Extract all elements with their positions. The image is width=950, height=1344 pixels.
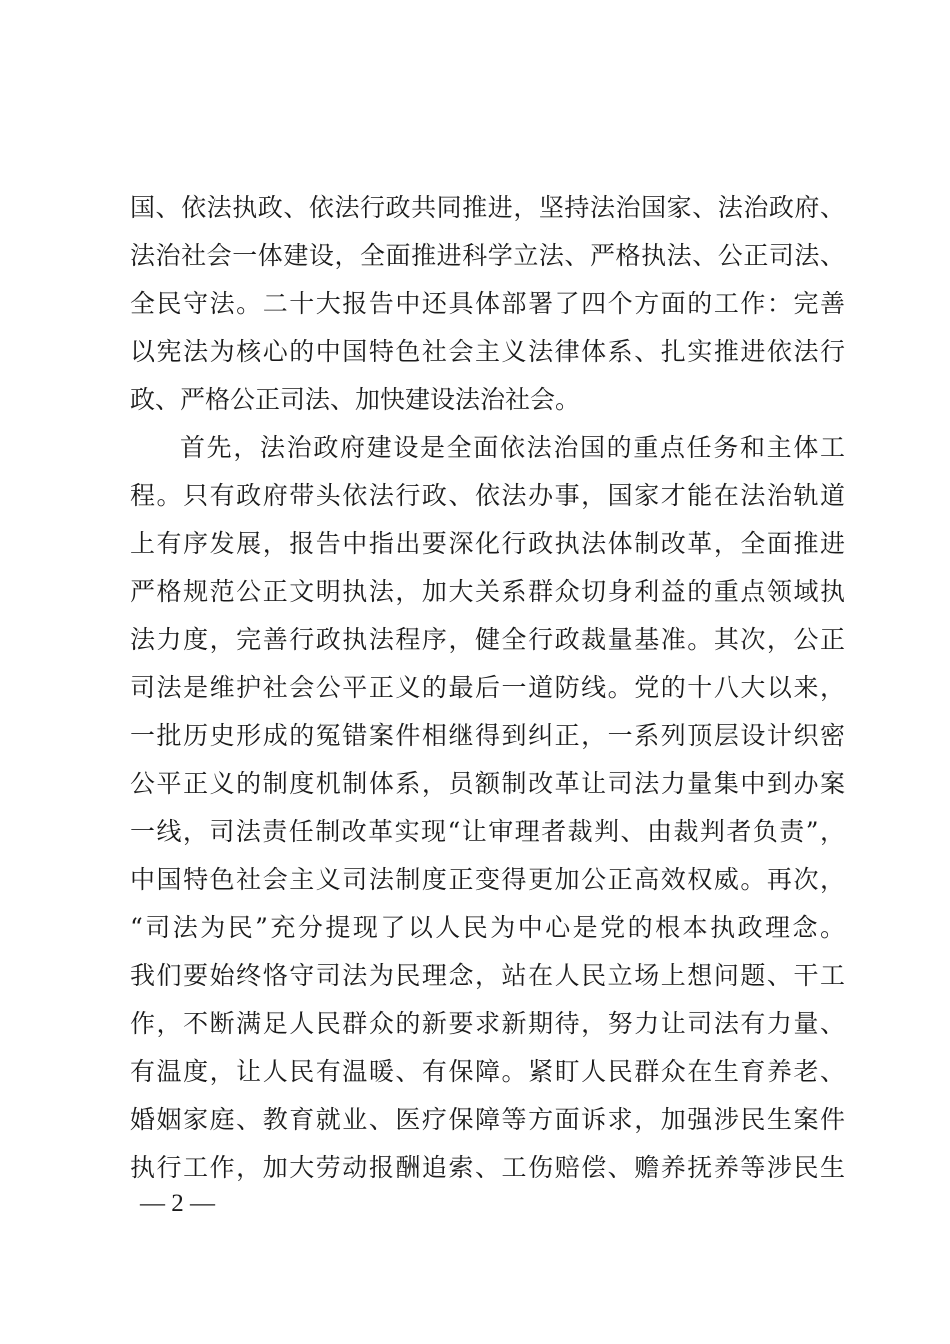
text-line: 一线，司法责任制改革实现“让审理者裁判、由裁判者负责”，: [130, 817, 845, 846]
text-line: 执行工作，加大劳动报酬追索、工伤赔偿、赡养抚养等涉民生: [130, 1153, 845, 1182]
text-line: 程。只有政府带头依法行政、依法办事，国家才能在法治轨道: [130, 481, 845, 510]
text-line: 中国特色社会主义司法制度正变得更加公正高效权威。再次，: [130, 865, 845, 894]
text-line: 以宪法为核心的中国特色社会主义法律体系、扎实推进依法行: [130, 337, 845, 366]
body-text: [130, 184, 845, 1192]
text-line: 我们要始终恪守司法为民理念，站在人民立场上想问题、干工: [130, 961, 845, 990]
text-line: 有温度，让人民有温暖、有保障。紧盯人民群众在生育养老、: [130, 1057, 845, 1086]
text-line: 国、依法执政、依法行政共同推进，坚持法治国家、法治政府、: [130, 193, 845, 222]
text-line: 婚姻家庭、教育就业、医疗保障等方面诉求，加强涉民生案件: [130, 1105, 845, 1134]
page-number: — 2 —: [140, 1190, 215, 1217]
text-line: 首先，法治政府建设是全面依法治国的重点任务和主体工: [180, 433, 845, 462]
text-line: 法力度，完善行政执法程序，健全行政裁量基准。其次，公正: [130, 625, 845, 654]
text-line: 严格规范公正文明执法，加大关系群众切身利益的重点领域执: [130, 577, 845, 606]
text-line: “司法为民”充分提现了以人民为中心是党的根本执政理念。: [130, 913, 845, 942]
text-line: 作，不断满足人民群众的新要求新期待，努力让司法有力量、: [130, 1009, 845, 1038]
text-line: 法治社会一体建设，全面推进科学立法、严格执法、公正司法、: [130, 241, 845, 270]
text-line: 全民守法。二十大报告中还具体部署了四个方面的工作：完善: [130, 289, 845, 318]
text-line: 上有序发展，报告中指出要深化行政执法体制改革，全面推进: [130, 529, 845, 558]
text-line: 公平正义的制度机制体系，员额制改革让司法力量集中到办案: [130, 769, 845, 798]
text-line: 一批历史形成的冤错案件相继得到纠正，一系列顶层设计织密: [130, 721, 845, 750]
text-line: 政、严格公正司法、加快建设法治社会。: [130, 385, 581, 414]
text-line: 司法是维护社会公平正义的最后一道防线。党的十八大以来，: [130, 673, 845, 702]
